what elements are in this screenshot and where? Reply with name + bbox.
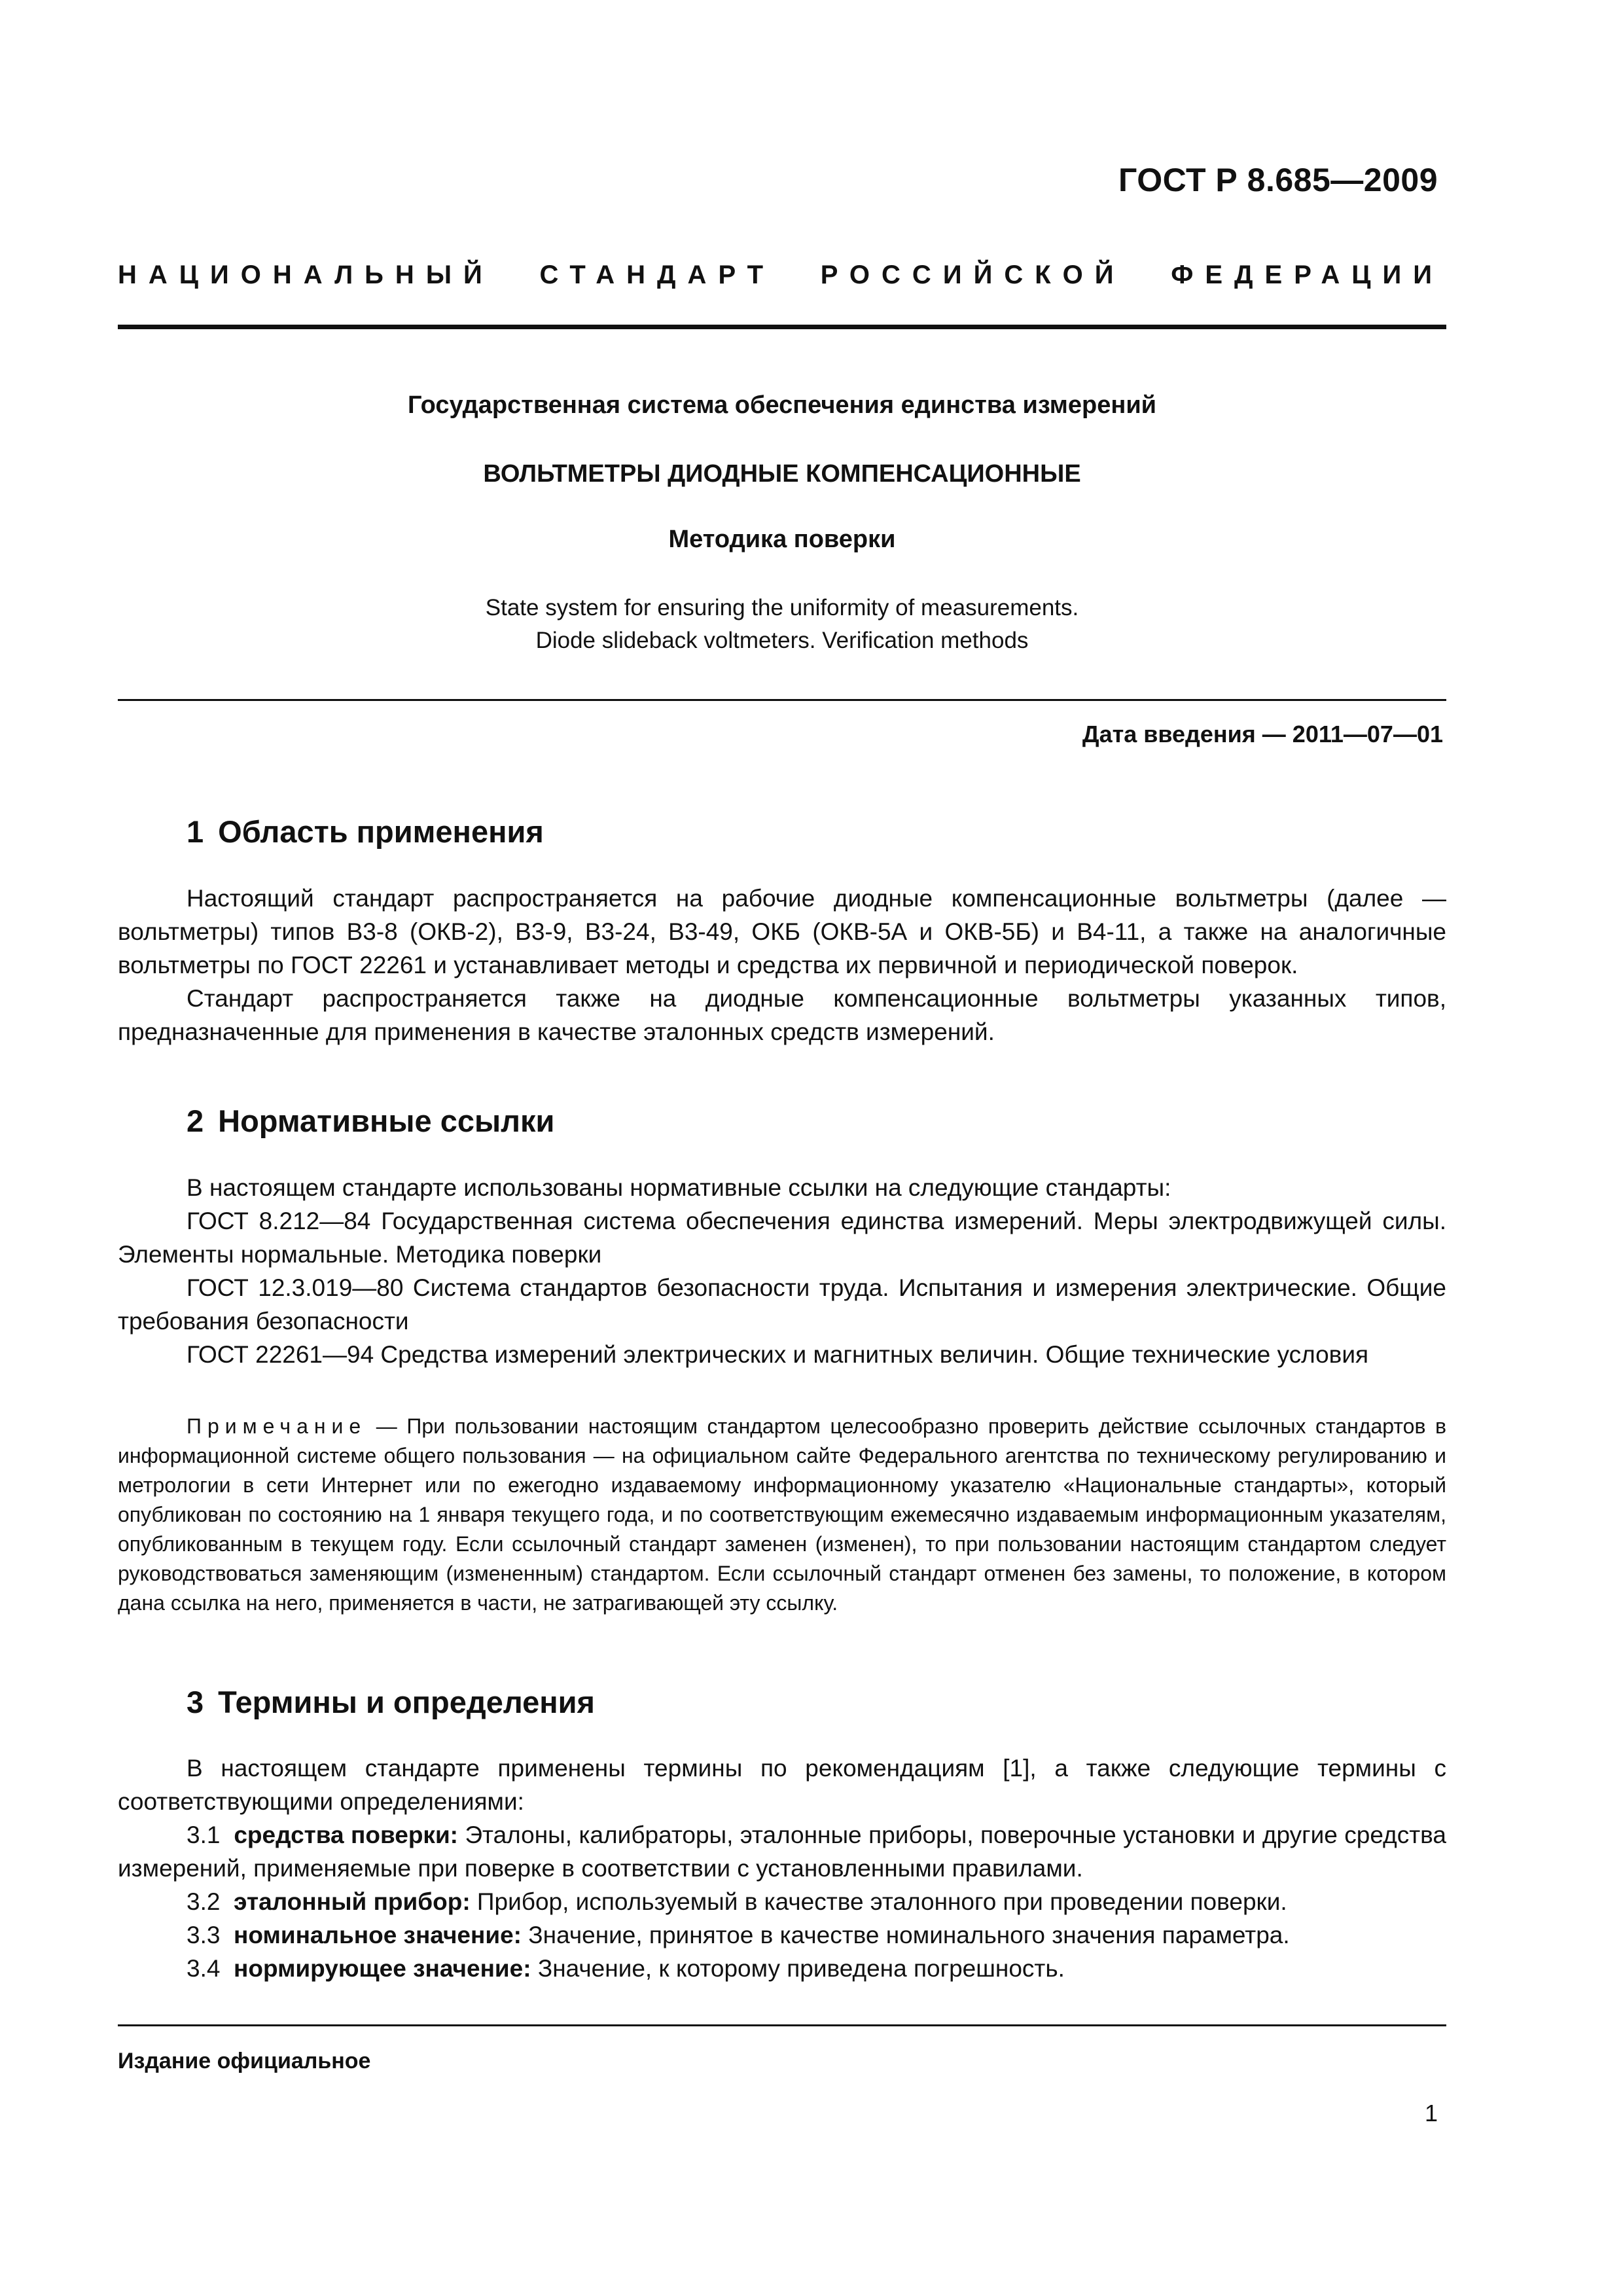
term-item [118, 1818, 1446, 1885]
section-title: Нормативные ссылки [218, 1103, 555, 1138]
term-item [118, 1918, 1446, 1952]
note-label: Примечание [187, 1414, 367, 1438]
paragraph: Стандарт распространяется также на диодные компенсационные вольтметры указанных типов, предназначенные для применения в качестве эталонных средств измерений. [118, 985, 1446, 1045]
section-title: Область применения [218, 814, 544, 849]
section-3-body [118, 1751, 1446, 1985]
reference-item: ГОСТ 22261—94 Средства измерений электрических и магнитных величин. Общие технические условия [187, 1341, 1369, 1368]
english-title [118, 592, 1446, 657]
section-2-heading [187, 1103, 554, 1139]
system-title: Государственная система обеспечения единства измерений [407, 391, 1157, 419]
english-title-line-2: Diode slideback voltmeters. Verification methods [535, 628, 1029, 653]
section-title: Термины и определения [218, 1685, 595, 1719]
section-number: 1 [187, 814, 204, 849]
footer-divider [118, 2024, 1446, 2026]
official-edition-label: Издание официальное [118, 2049, 371, 2073]
note [118, 1412, 1446, 1618]
paragraph: Настоящий стандарт распространяется на рабочие диодные компенсационные вольтметры (далее — вольтметры) типов В3-8 (ОКВ-2), В3-9, В3-24, В3-49, ОКБ (ОКВ-5А и ОКВ-5Б) и В4-11, а также на аналогичные вольтметры по ГОСТ 22261 и устанавливает методы и средства их первичной и периодической поверок. [118, 885, 1446, 978]
standard-number: ГОСТ Р 8.685—2009 [1118, 162, 1438, 198]
document-subtitle: Методика поверки [668, 526, 896, 553]
paragraph: В настоящем стандарте применены термины по рекомендациям [1], а также следующие термины с соответствующими определениями: [118, 1755, 1446, 1815]
term-definition: Значение, к которому приведена погрешность. [531, 1955, 1065, 1982]
term-name: номинальное значение: [234, 1922, 522, 1948]
term-name: нормирующее значение: [234, 1955, 531, 1982]
section-number: 3 [187, 1685, 204, 1719]
term-definition: Значение, принятое в качестве номинального значения параметра. [522, 1922, 1290, 1948]
header-divider [118, 325, 1446, 329]
term-name: средства поверки: [234, 1821, 459, 1848]
section-1-body [118, 882, 1446, 1049]
term-number: 3.4 [187, 1955, 221, 1982]
paragraph: В настоящем стандарте использованы нормативные ссылки на следующие стандарты: [187, 1174, 1171, 1201]
term-number: 3.1 [187, 1821, 221, 1848]
reference-item: ГОСТ 8.212—84 Государственная система обеспечения единства измерений. Меры электродвижущей силы. Элементы нормальные. Методика поверки [118, 1208, 1446, 1268]
title-divider [118, 699, 1446, 701]
term-item [118, 1952, 1446, 1985]
term-definition: Прибор, используемый в качестве эталонного при проведении поверки. [470, 1888, 1287, 1915]
national-standard-title: НАЦИОНАЛЬНЫЙ СТАНДАРТ РОССИЙСКОЙ ФЕДЕРАЦИИ [118, 260, 1444, 289]
term-definition: Эталоны, калибраторы, эталонные приборы, поверочные установки и другие средства измерений, применяемые при поверке в соответствии с установленными правилами. [118, 1821, 1446, 1882]
term-number: 3.3 [187, 1922, 221, 1948]
section-number: 2 [187, 1103, 204, 1138]
introduction-date: Дата введения — 2011—07—01 [1082, 721, 1443, 747]
section-2-body [118, 1171, 1446, 1371]
page-number: 1 [1424, 2100, 1438, 2126]
section-1-heading [187, 814, 544, 850]
term-name: эталонный прибор: [234, 1888, 471, 1915]
section-3-heading [187, 1684, 595, 1720]
reference-item: ГОСТ 12.3.019—80 Система стандартов безопасности труда. Испытания и измерения электрические. Общие требования безопасности [118, 1274, 1446, 1335]
term-item [118, 1885, 1446, 1918]
document-title: ВОЛЬТМЕТРЫ ДИОДНЫЕ КОМПЕНСАЦИОННЫЕ [483, 460, 1081, 488]
english-title-line-1: State system for ensuring the uniformity of measurements. [485, 595, 1079, 620]
term-number: 3.2 [187, 1888, 221, 1915]
note-text: — При пользовании настоящим стандартом целесообразно проверить действие ссылочных стандартов в информационной системе общего пользования — на официальном сайте Федерального агентства по техническому регулированию и метрологии в сети Интернет или по ежегодно издаваемому информационному указателю «Национальные стандарты», который опубликован по состоянию на 1 января текущего года, и по соответствующим ежемесячно издаваемым информационным указателям, опубликованным в текущем году. Если ссылочный стандарт заменен (изменен), то при пользовании настоящим стандартом следует руководствоваться заменяющим (измененным) стандартом. Если ссылочный стандарт отменен без замены, то положение, в котором дана ссылка на него, применяется в части, не затрагивающей эту ссылку. [118, 1414, 1446, 1615]
